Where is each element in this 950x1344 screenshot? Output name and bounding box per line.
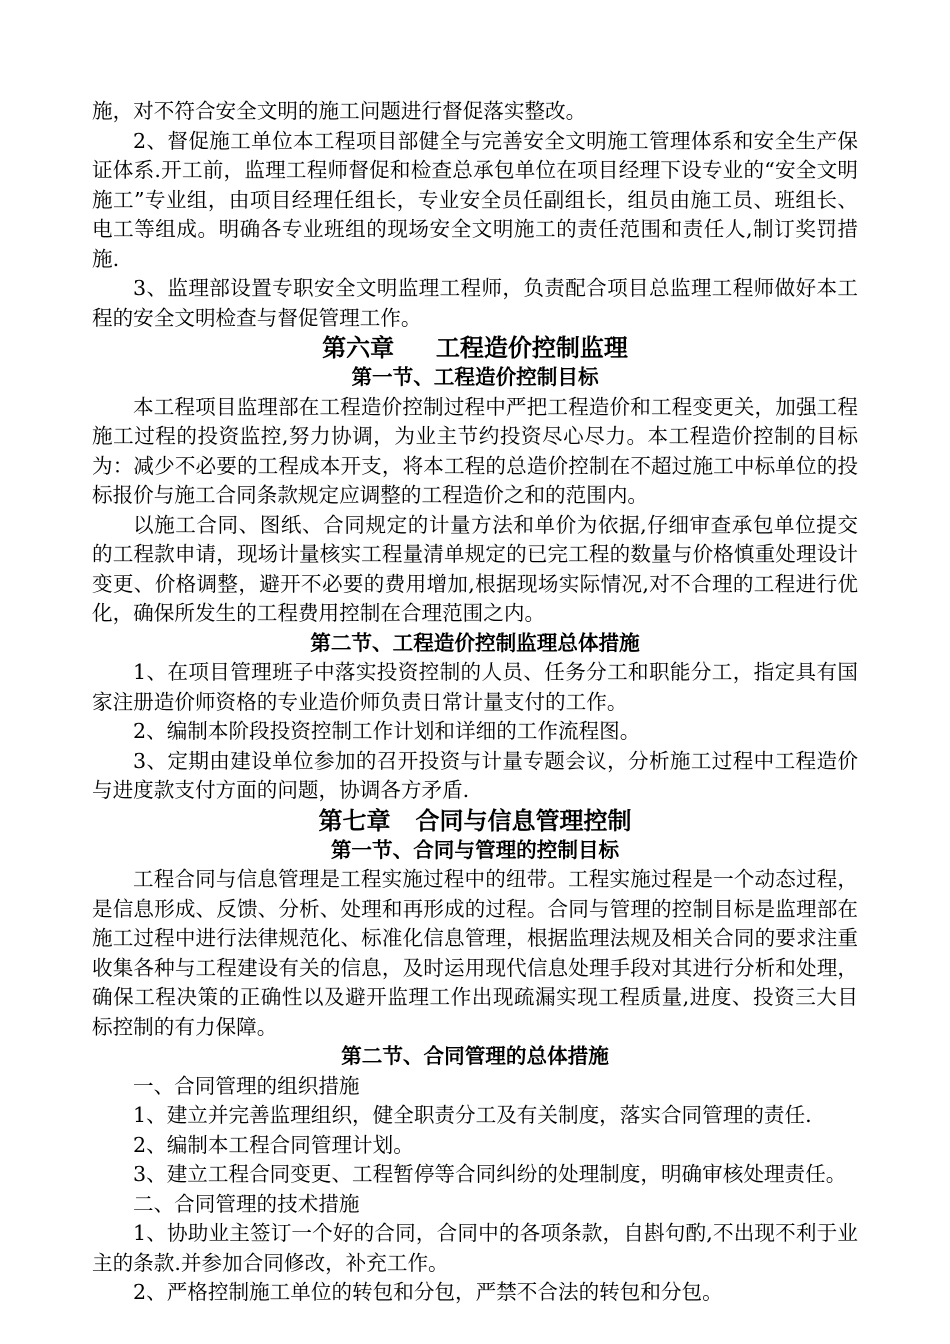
subheading-technical-measures: 二、合同管理的技术措施 — [133, 1191, 360, 1216]
document-body — [92, 97, 858, 1308]
list-item-cost-1: 1、在项目管理班子中落实投资控制的人员、任务分工和职能分工，指定具有国家注册造价师资格的专业造价师负责日常计量支付的工作。 — [92, 660, 858, 714]
section-cost-measures: 第二节、工程造价控制监理总体措施 — [310, 630, 640, 655]
section-contract-goal: 第一节、合同与管理的控制目标 — [330, 837, 620, 862]
paragraph-continuation: 施，对不符合安全文明的施工问题进行督促落实整改。 — [92, 99, 587, 123]
chapter-seven-title: 第七章 合同与信息管理控制 — [318, 806, 632, 835]
section-cost-goal: 第一节、工程造价控制目标 — [351, 365, 599, 389]
list-item-org-2: 2、编制本工程合同管理计划。 — [133, 1132, 414, 1157]
list-item-tech-1: 1、协助业主签订一个好的合同，合同中的各项条款，自斟句酌,不出现不利于业主的条款.并参加合同修改，补充工作。 — [92, 1221, 858, 1275]
subheading-organization-measures: 一、合同管理的组织措施 — [133, 1073, 360, 1098]
list-item-tech-2: 2、严格控制施工单位的转包和分包，严禁不合法的转包和分包。 — [133, 1280, 723, 1304]
list-item-cost-2: 2、编制本阶段投资控制工作计划和详细的工作流程图。 — [133, 719, 641, 743]
paragraph-cost-basis: 以施工合同、图纸、合同规定的计量方法和单价为依据,仔细审查承包单位提交的工程款申请，现场计量核实工程量清单规定的已完工程的数量与价格慎重处理设计变更、价格调整，避开不必要的费用增加,根据现场实际情况,对不合理的工程进行优化，确保所发生的工程费用控制在合理范围之内。 — [92, 512, 858, 625]
paragraph-safety-system: 2、督促施工单位本工程项目部健全与完善安全文明施工管理体系和安全生产保证体系.开工前，监理工程师督促和检查总承包单位在项目经理下设专业的“安全文明施工”专业组，由项目经理任组长，专业安全员任副组长，组员由施工员、班组长、电工等组成。明确各专业班组的现场安全文明施工的责任范围和责任人,制订奖罚措施. — [92, 128, 858, 271]
paragraph-cost-goal: 本工程项目监理部在工程造价控制过程中严把工程造价和工程变更关，加强工程施工过程的投资监控,努力协调，为业主节约投资尽心尽力。本工程造价控制的目标为：减少不必要的工程成本开支，将本工程的总造价控制在不超过施工中标单位的投标报价与施工合同条款规定应调整的工程造价之和的范围内。 — [92, 394, 858, 507]
paragraph-safety-engineer: 3、监理部设置专职安全文明监理工程师，负责配合项目总监理工程师做好本工程的安全文明检查与督促管理工作。 — [92, 276, 858, 330]
chapter-six-title: 第六章 工程造价控制监理 — [322, 334, 628, 362]
paragraph-contract-goal: 工程合同与信息管理是工程实施过程中的纽带。工程实施过程是一个动态过程，是信息形成、反馈、分析、处理和再形成的过程。合同与管理的控制目标是监理部在施工过程中进行法律规范化、标准化信息管理，根据监理法规及相关合同的要求注重收集各种与工程建设有关的信息，及时运用现代信息处理手段对其进行分析和处理，确保工程决策的正确性以及避开监理工作出现疏漏实现工程质量,进度、投资三大目标控制的有力保障。 — [92, 867, 858, 1039]
section-contract-measures: 第二节、合同管理的总体措施 — [341, 1044, 609, 1068]
list-item-org-1: 1、建立并完善监理组织，健全职责分工及有关制度，落实合同管理的责任. — [133, 1103, 812, 1127]
list-item-org-3: 3、建立工程合同变更、工程暂停等合同纠纷的处理制度，明确审核处理责任。 — [133, 1162, 847, 1186]
list-item-cost-3: 3、定期由建设单位参加的召开投资与计量专题会议，分析施工过程中工程造价与进度款支付方面的问题，协调各方矛盾. — [92, 748, 858, 802]
